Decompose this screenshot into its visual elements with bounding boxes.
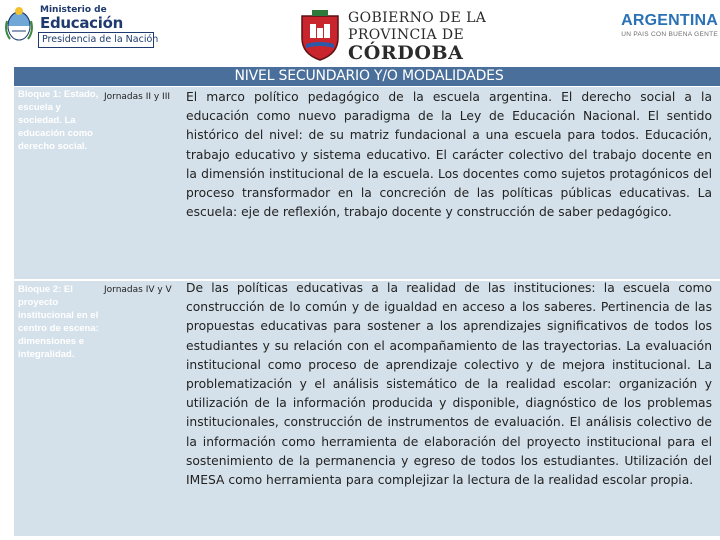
ministry-line-2: Educación <box>40 14 123 32</box>
cordoba-line-1: GOBIERNO DE LA <box>348 10 487 26</box>
ministry-line-1: Ministerio de <box>40 5 107 15</box>
section-title: NIVEL SECUNDARIO Y/O MODALIDADES <box>234 68 504 84</box>
cordoba-line-2: PROVINCIA DE <box>348 27 465 43</box>
section-title-bar <box>14 67 720 86</box>
cordoba-government-logo <box>298 8 487 64</box>
bloque-label: Bloque 2: El proyecto institucional en el centro de escena: dimensiones e integralidad. <box>18 284 99 360</box>
table-row <box>14 281 720 536</box>
jornadas-label: Jornadas IV y V <box>104 285 172 295</box>
argentina-wordmark: ARGENTINA <box>621 12 718 29</box>
cordoba-line-3: CÓRDOBA <box>348 42 464 64</box>
cordoba-crest-icon <box>298 8 342 62</box>
argentina-tagline: UN PAIS CON BUENA GENTE <box>621 31 718 38</box>
argentina-brand-logo <box>606 12 718 40</box>
table-row <box>14 87 720 279</box>
jornadas-label: Jornadas II y III <box>104 92 171 102</box>
bloque-content: De las políticas educativas a la realidad de las instituciones: la escuela como construcción de lo común y de igualdad en acceso a los saberes. Pertinencia de las propuestas educativas para sostener a los aprendizajes significativos de todos los estudiantes y su relación con el acompañamiento de las trayectorias. La evaluación institucional como proceso de aprendizaje colectivo y de mejora institucional. La problematización y el análisis sistemático de la realidad escolar: organización y utilización de la información producida y disponible, diagnóstico de los problemas institucionales, construcción de instrumentos de evaluación. El análisis colectivo de la información como herramienta de elaboración del proyecto institucional para el sostenimiento de la permanencia y egreso de todos los estudiantes. Utilización del IMESA como herramienta para complejizar la lectura de la realidad escolar propia. <box>186 281 712 488</box>
ministry-line-3: Presidencia de la Nación <box>38 32 154 48</box>
argentina-coat-of-arms-icon <box>4 5 34 45</box>
bloque-label: Bloque 1: Estado, escuela y sociedad. La educación como derecho social. <box>18 89 99 152</box>
bloque-content: El marco político pedagógico de la escuela argentina. El derecho social a la educación como nuevo paradigma de la Ley de Educación Nacional. El sentido histórico del nivel: de su matriz fundacional a una escuela para todos. Educación, trabajo educativo y sistema educativo. El carácter colectivo del trabajo docente en la dimensión institucional de la escuela. Los docentes como sujetos protagónicos del proceso transformador en la concreción de las políticas públicas educativas. La escuela: eje de reflexión, trabajo docente y construcción de saber pedagógico. <box>186 90 712 220</box>
page-header <box>0 0 720 66</box>
ministry-logo <box>2 3 159 49</box>
